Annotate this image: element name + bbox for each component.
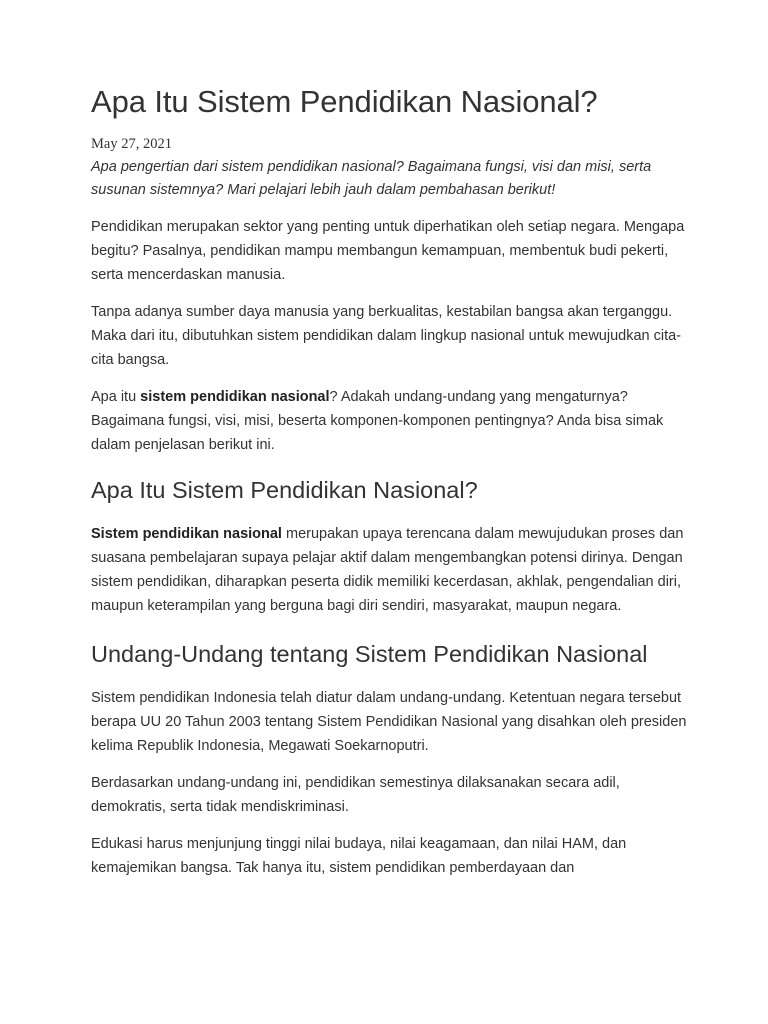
intro-paragraph-2: Tanpa adanya sumber daya manusia yang berkualitas, kestabilan bangsa akan terganggu. Maka dari itu, dibutuhkan sistem pendidikan dalam lingkup nasional untuk mewujudkan cita-cita bangsa. [91, 304, 682, 369]
law-paragraph-3: Edukasi harus menjunjung tinggi nilai budaya, nilai keagamaan, dan nilai HAM, dan kemajemikan bangsa. Tak hanya itu, sistem pendidikan pemberdayaan dan [91, 836, 627, 877]
intro-text-after: ? Adakah undang-undang yang mengaturnya? Bagaimana fungsi, visi, misi, beserta komponen-komponen pentingnya? Anda bisa simak dalam penjelasan berikut ini. [91, 389, 664, 454]
intro-paragraph-1: Pendidikan merupakan sektor yang penting untuk diperhatikan oleh setiap negara. Mengapa begitu? Pasalnya, pendidikan mampu membangun kemampuan, membentuk budi pekerti, serta mencerdaskan manusia. [91, 219, 685, 284]
intro-paragraph-3 [91, 385, 691, 457]
article [91, 82, 691, 880]
article-lead: Apa pengertian dari sistem pendidikan nasional? Bagaimana fungsi, visi dan misi, serta susunan sistemnya? Mari pelajari lebih jauh dalam pembahasan berikut! [91, 159, 652, 199]
definition-paragraph [91, 522, 691, 618]
definition-text: merupakan upaya terencana dalam mewujudukan proses dan suasana pembelajaran supaya pelajar aktif dalam mengembangkan potensi dirinya. Dengan sistem pendidikan, diharapkan peserta didik memiliki kecerdasan, akhlak, pengendalian diri, maupun keterampilan yang berguna bagi diri sendiri, masyarakat, maupun negara. [91, 526, 684, 615]
intro-bold-term: sistem pendidikan nasional [140, 389, 330, 406]
article-title: Apa Itu Sistem Pendidikan Nasional? [91, 84, 598, 119]
definition-bold-term: Sistem pendidikan nasional [91, 526, 282, 543]
intro-text-before: Apa itu [91, 389, 141, 406]
section-heading-definition: Apa Itu Sistem Pendidikan Nasional? [91, 477, 478, 504]
section-heading-law: Undang-Undang tentang Sistem Pendidikan Nasional [91, 641, 648, 668]
law-paragraph-2: Berdasarkan undang-undang ini, pendidikan semestinya dilaksanakan secara adil, demokratis, serta tidak mendiskriminasi. [91, 775, 620, 816]
law-paragraph-1: Sistem pendidikan Indonesia telah diatur dalam undang-undang. Ketentuan negara tersebut berapa UU 20 Tahun 2003 tentang Sistem Pendidikan Nasional yang disahkan oleh presiden kelima Republik Indonesia, Megawati Soekarnoputri. [91, 690, 687, 755]
publish-date: May 27, 2021 [91, 136, 172, 153]
